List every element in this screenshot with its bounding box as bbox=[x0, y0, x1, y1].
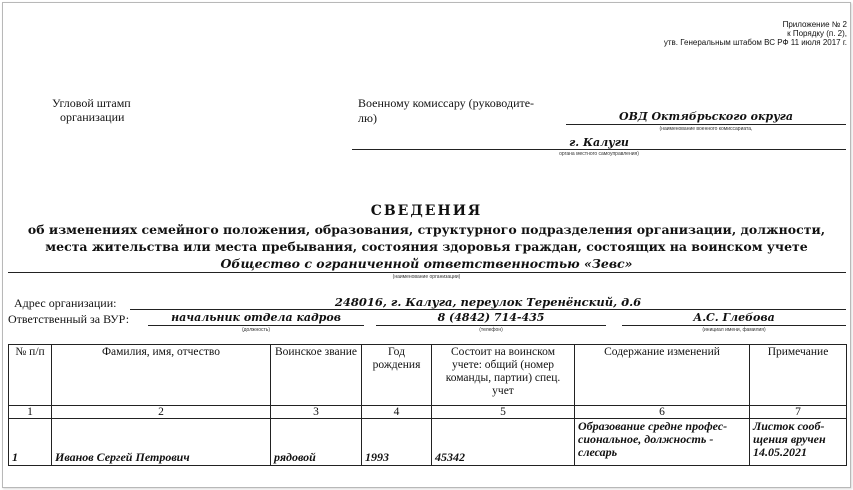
column-number: 2 bbox=[52, 406, 271, 419]
column-number: 1 bbox=[9, 406, 52, 419]
commissariat-value: ОВД Октябрьского округа bbox=[618, 110, 793, 123]
row-changes: Образование средне профес- сиональное, должность - слесарь bbox=[575, 419, 750, 466]
header-changes: Содержание изменений bbox=[575, 345, 750, 406]
appendix-line-1: Приложение № 2 bbox=[782, 20, 847, 29]
title-line-1: об изменениях семейного положения, образования, структурного подразделения организации, должности, bbox=[27, 222, 826, 237]
row-birth-year: 1993 bbox=[362, 419, 432, 466]
phone-underline bbox=[376, 325, 606, 326]
header-note: Примечание bbox=[750, 345, 847, 406]
row-full-name: Иванов Сергей Петрович bbox=[52, 419, 271, 466]
header-full-name: Фамилия, имя, отчество bbox=[52, 345, 271, 406]
row-rank: рядовой bbox=[271, 419, 362, 466]
header-birth-year: Год рождения bbox=[362, 345, 432, 406]
responsible-name-underline bbox=[622, 325, 846, 326]
responsible-name-caption: (инициал имени, фамилия) bbox=[702, 327, 766, 333]
city-value: г. Калуги bbox=[569, 136, 629, 149]
phone-value: 8 (4842) 714-435 bbox=[437, 311, 545, 324]
row-number: 1 bbox=[9, 419, 52, 466]
corner-stamp bbox=[52, 96, 131, 124]
column-number: 5 bbox=[432, 406, 575, 419]
position-value: начальник отдела кадров bbox=[171, 311, 341, 324]
address-value: 248016, г. Калуга, переулок Теренёнский, д.6 bbox=[334, 295, 642, 309]
position-caption: (должность) bbox=[241, 327, 271, 333]
appendix-line-3: утв. Генеральным штабом ВС РФ 11 июля 2017 г. bbox=[663, 38, 847, 47]
column-number: 7 bbox=[750, 406, 847, 419]
header-number: № п/п bbox=[9, 345, 52, 406]
city-caption: органа местного самоуправления) bbox=[559, 151, 639, 157]
position-underline bbox=[148, 325, 364, 326]
column-number: 6 bbox=[575, 406, 750, 419]
addressee-label bbox=[358, 96, 534, 126]
column-number: 3 bbox=[271, 406, 362, 419]
responsible-label: Ответственный за ВУР: bbox=[8, 312, 130, 326]
changes-table bbox=[8, 344, 847, 466]
commissariat-underline bbox=[566, 124, 846, 125]
appendix-block bbox=[664, 20, 847, 47]
phone-caption: (телефон) bbox=[479, 327, 503, 333]
row-note: Листок сооб- щения вручен 14.05.2021 bbox=[750, 419, 847, 466]
column-number-row bbox=[9, 406, 847, 419]
addressee-line-2: лю) bbox=[358, 111, 377, 125]
table-header-row bbox=[9, 345, 847, 406]
commissariat-caption: (наименование военного комиссариата, bbox=[659, 126, 753, 132]
column-number: 4 bbox=[362, 406, 432, 419]
appendix-line-2: к Порядку (п. 2), bbox=[787, 29, 847, 38]
organization-name: Общество с ограниченной ответственностью «Зевс» bbox=[220, 256, 633, 271]
stamp-line-2: организации bbox=[60, 110, 125, 124]
row-registration: 45342 bbox=[432, 419, 575, 466]
city-underline bbox=[352, 149, 846, 150]
responsible-name-value: А.С. Глебова bbox=[693, 311, 775, 324]
addressee-line-1: Военному комиссару (руководите- bbox=[358, 96, 535, 110]
title-line-2: места жительства или места пребывания, состояния здоровья граждан, состоящих на воинском учете bbox=[45, 239, 808, 254]
table-row bbox=[9, 419, 847, 466]
document-heading: СВЕДЕНИЯ bbox=[370, 203, 483, 219]
address-underline bbox=[130, 309, 846, 310]
organization-underline bbox=[8, 272, 846, 273]
header-registration: Состоит на воинском учете: общий (номер команды, партии) спец. учет bbox=[432, 345, 575, 406]
stamp-line-1: Угловой штамп bbox=[52, 96, 131, 110]
organization-caption: (наименование организации) bbox=[392, 274, 461, 280]
address-label: Адрес организации: bbox=[14, 296, 117, 310]
header-rank: Воинское звание bbox=[271, 345, 362, 406]
